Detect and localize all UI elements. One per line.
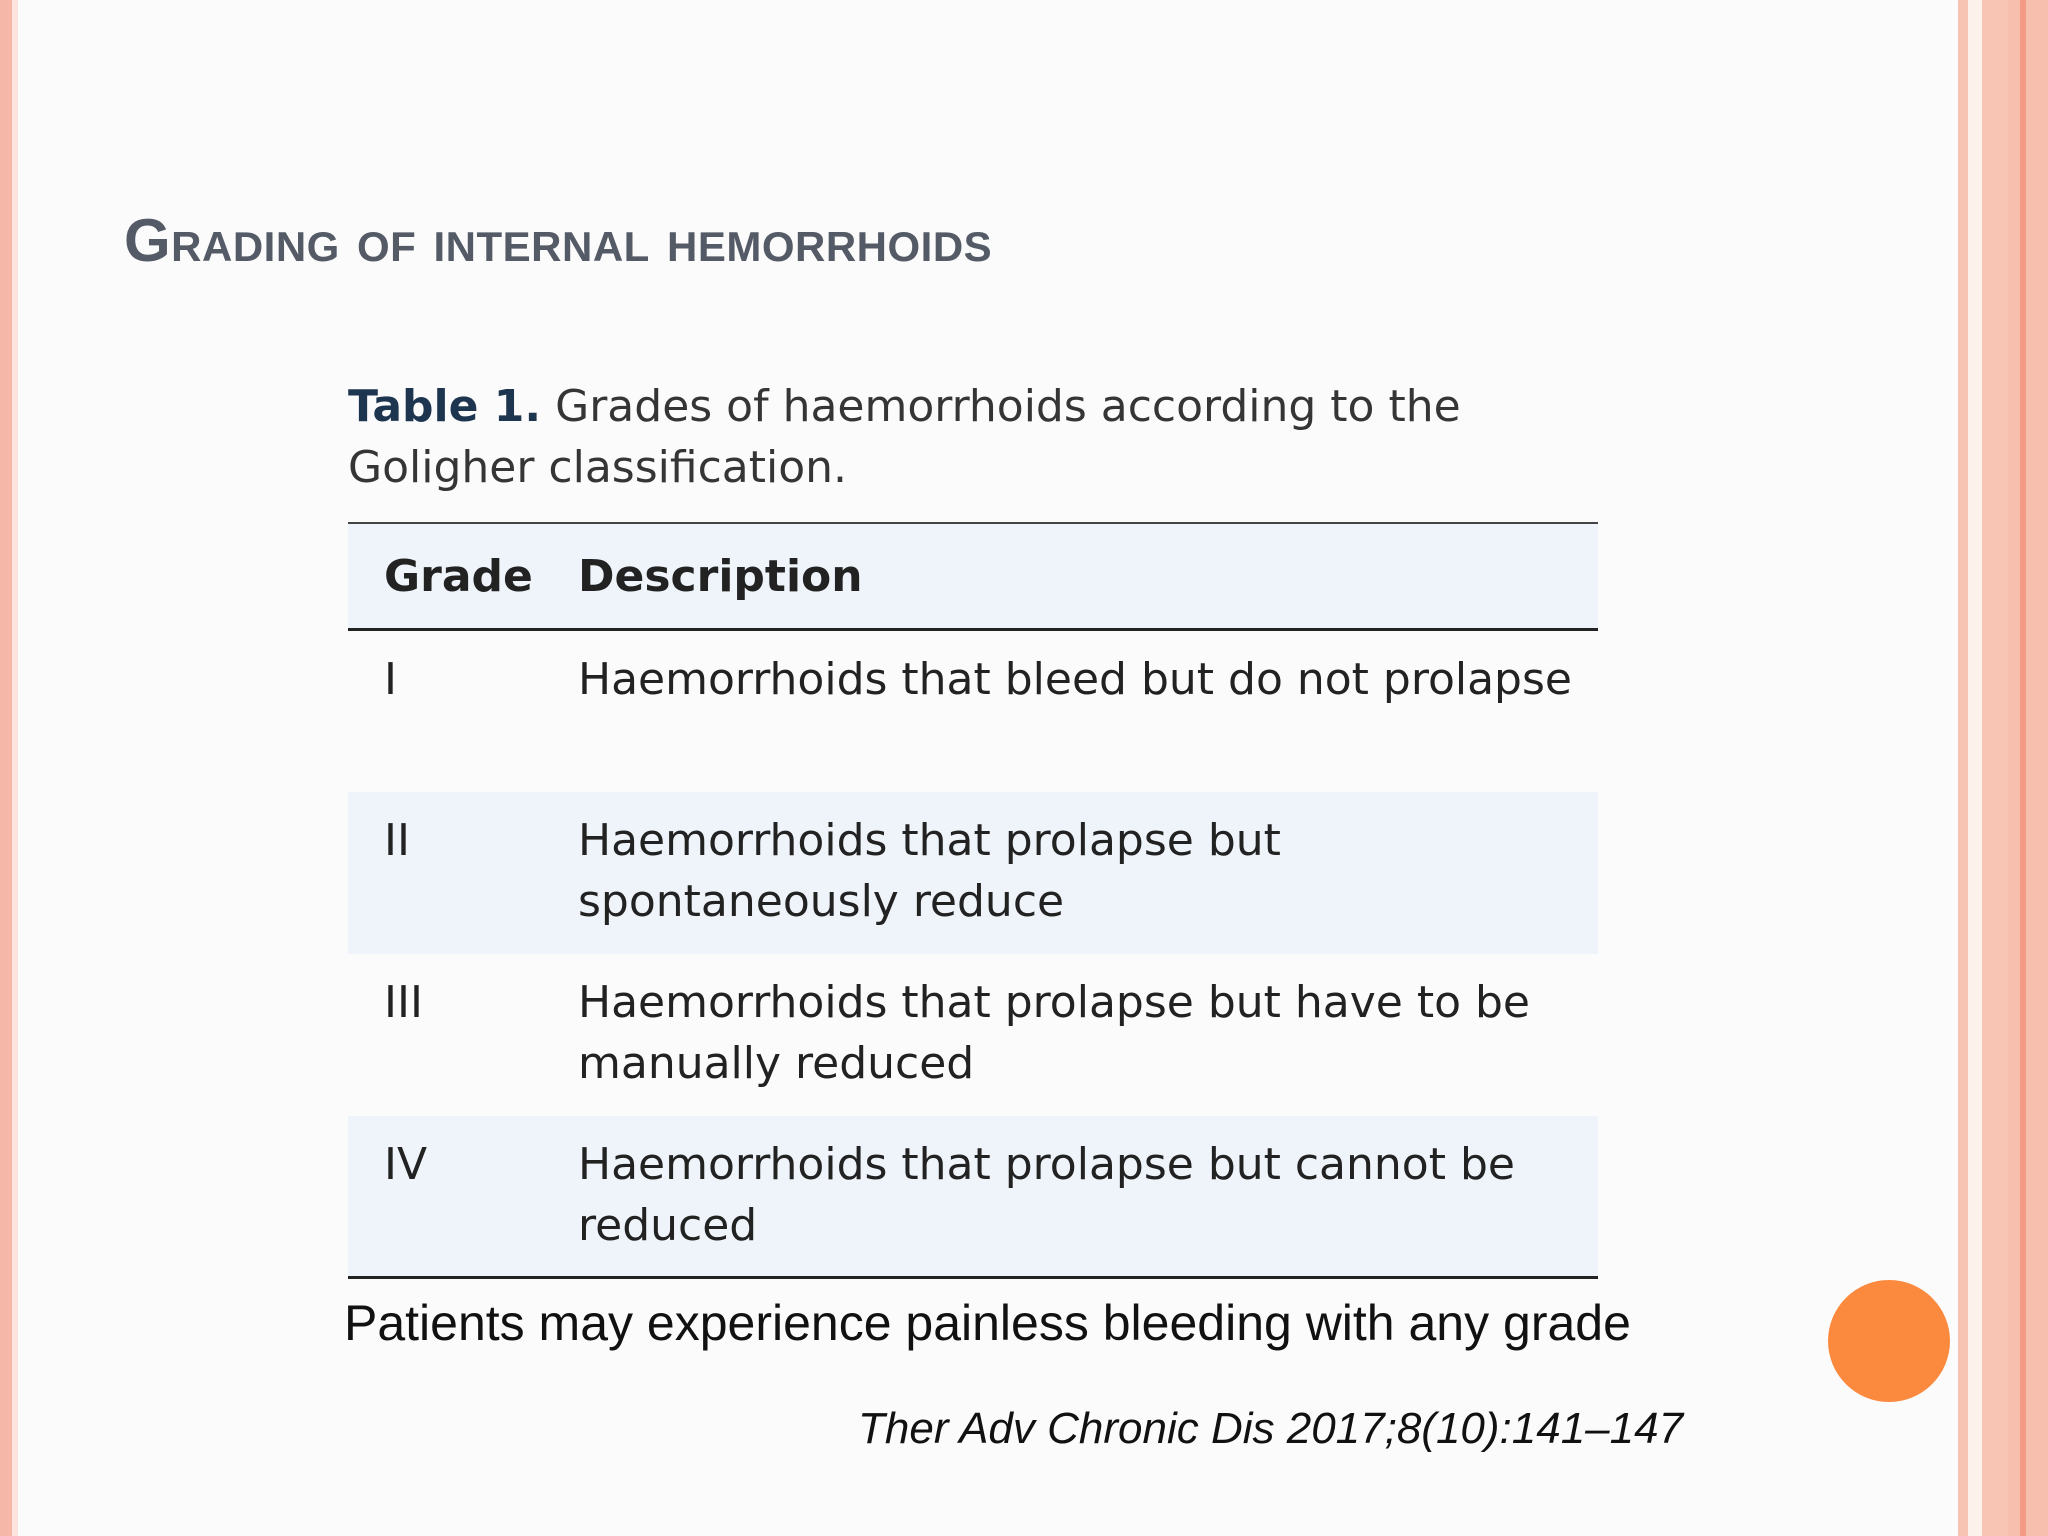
description-cell: Haemorrhoids that bleed but do not prolapse (578, 654, 1572, 705)
table-row (348, 954, 1598, 1116)
description-cell: Haemorrhoids that prolapse but cannot be reduced (578, 1116, 1598, 1278)
description-cell: Haemorrhoids that prolapse but spontaneously reduce (578, 792, 1598, 954)
table-caption-text: Grades of haemorrhoids according to the Goligher classification. (348, 381, 1461, 493)
right-border-stripe-2 (1968, 0, 1982, 1536)
left-border-inner-stripe (12, 0, 18, 1536)
slide-title: Grading of internal hemorrhoids (124, 207, 993, 274)
orange-circle-decoration (1828, 1280, 1950, 1402)
description-cell: Haemorrhoids that prolapse but have to be manually reduced (578, 976, 1530, 1089)
table-header-row (348, 523, 1598, 630)
table-caption (348, 376, 1588, 498)
header-grade: Grade (348, 523, 578, 630)
grades-table (348, 522, 1598, 1279)
right-border-stripe-1 (1958, 0, 1968, 1536)
citation-text: Ther Adv Chronic Dis 2017;8(10):141–147 (858, 1404, 1684, 1453)
table-row (348, 630, 1598, 792)
right-border-stripe-3 (1982, 0, 2008, 1536)
grade-cell: IV (348, 1116, 578, 1278)
grade-cell: III (384, 976, 423, 1028)
table-row (348, 1116, 1598, 1278)
table-caption-label: Table 1. (348, 381, 542, 432)
table-row (348, 792, 1598, 954)
note-text: Patients may experience painless bleeding with any grade (344, 1295, 1631, 1351)
right-border-stripe-4 (2008, 0, 2048, 1536)
grade-cell: I (384, 654, 397, 705)
left-border-stripe (0, 0, 12, 1536)
header-description: Description (578, 523, 1598, 630)
right-border-stripe-5 (2020, 0, 2026, 1536)
grade-cell: II (348, 792, 578, 954)
